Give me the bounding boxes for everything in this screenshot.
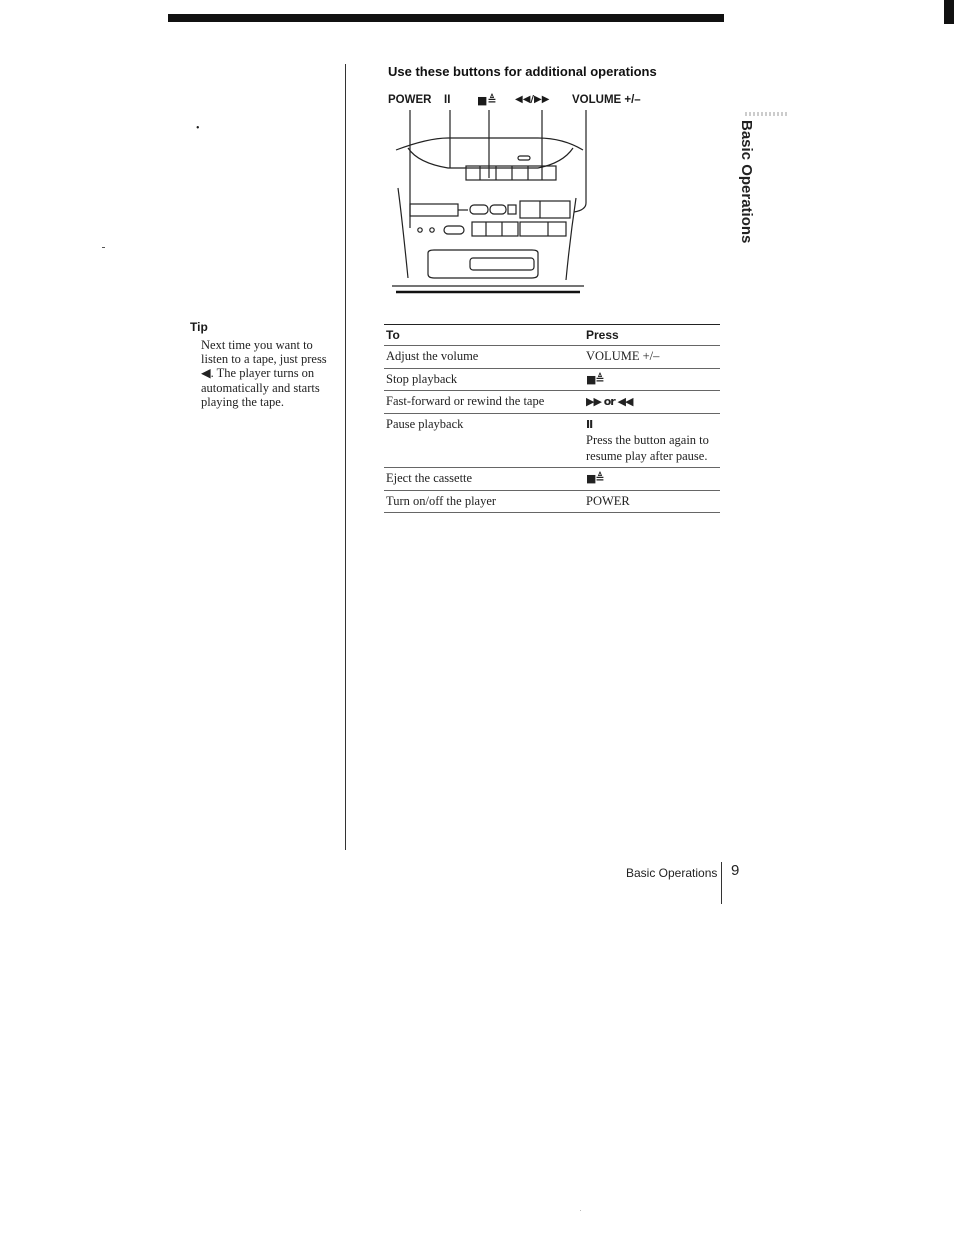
header-to: To xyxy=(384,325,584,346)
control-knob xyxy=(470,205,488,214)
label-pause: II xyxy=(444,94,451,106)
body-right-edge xyxy=(566,198,576,280)
row-button xyxy=(584,368,720,391)
operations-table xyxy=(384,324,720,513)
side-tab xyxy=(735,120,759,260)
table-row xyxy=(384,413,720,468)
label-stop-eject: ■≜ xyxy=(477,94,497,107)
scan-speck xyxy=(580,1210,581,1211)
scan-smudge xyxy=(745,112,789,116)
row-action: Stop playback xyxy=(384,368,584,391)
row-action: Fast-forward or rewind the tape xyxy=(384,391,584,414)
table-row xyxy=(384,391,720,414)
table-row xyxy=(384,468,720,491)
lower-button-row xyxy=(472,222,518,236)
stop-eject-icon: ■≜ xyxy=(586,372,604,386)
scan-speck: • xyxy=(196,123,200,134)
row-note: Press the button again to resume play after pause. xyxy=(586,433,709,463)
table-row xyxy=(384,368,720,391)
column-divider xyxy=(345,64,346,850)
page-number: 9 xyxy=(731,862,740,879)
tip-title: Tip xyxy=(190,320,208,334)
cassette-player-illustration xyxy=(388,108,598,298)
row-button xyxy=(584,391,720,414)
table-header-row xyxy=(384,325,720,346)
top-rule xyxy=(168,14,724,22)
pointer-volume xyxy=(574,110,586,212)
section-heading: Use these buttons for additional operations xyxy=(388,64,657,79)
row-button xyxy=(584,468,720,491)
label-volume: VOLUME +/– xyxy=(572,94,641,106)
cassette-window xyxy=(470,258,534,270)
row-button: POWER xyxy=(584,490,720,513)
volume-panel xyxy=(520,201,570,218)
label-power: POWER xyxy=(388,94,432,106)
row-button: VOLUME +/– xyxy=(584,346,720,369)
row-action: Turn on/off the player xyxy=(384,490,584,513)
row-action: Pause playback xyxy=(384,413,584,468)
scan-speck xyxy=(102,247,105,248)
ff-rew-icon: ▶▶ or ◀◀ xyxy=(586,395,633,408)
lid-slot xyxy=(518,156,530,160)
body-left-edge xyxy=(398,188,408,278)
row-action: Eject the cassette xyxy=(384,468,584,491)
cassette-door xyxy=(428,250,538,278)
row-button xyxy=(584,413,720,468)
header-press: Press xyxy=(584,325,720,346)
table-row xyxy=(384,346,720,369)
corner-mark xyxy=(944,0,954,24)
label-rew-ff: ◀◀/▶▶ xyxy=(515,94,550,105)
row-action: Adjust the volume xyxy=(384,346,584,369)
footer-section-name: Basic Operations xyxy=(626,866,718,880)
indicator-light xyxy=(418,228,422,232)
tip-body: Next time you want to listen to a tape, just press ◀. The player turns on automatically and starts playing the tape. xyxy=(201,338,327,409)
display-window xyxy=(410,204,458,216)
side-tab-label: Basic Operations xyxy=(738,120,755,244)
stop-eject-icon: ■≜ xyxy=(586,472,604,485)
pause-icon: II xyxy=(586,417,593,431)
footer-divider xyxy=(721,862,722,904)
table-row xyxy=(384,490,720,513)
